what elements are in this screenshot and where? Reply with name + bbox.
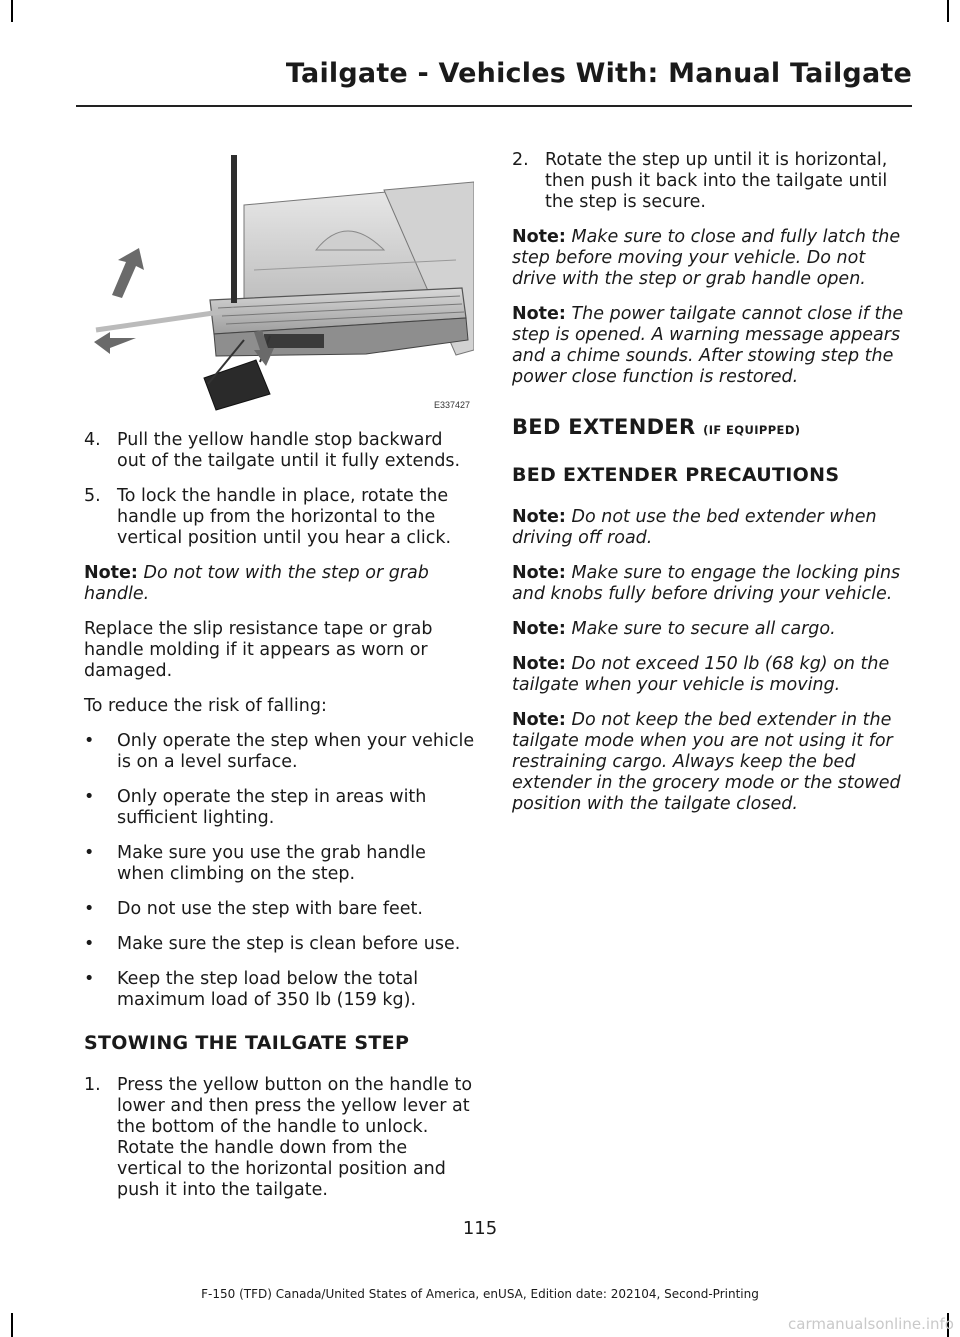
- note-label: Note:: [84, 563, 138, 583]
- step-item: [84, 430, 476, 472]
- bullet-icon: •: [84, 787, 95, 807]
- note-text: The power tailgate cannot close if the step is opened. A warning message appears and a chime sounds. After stowing step the power close function is restored.: [512, 304, 904, 387]
- section-heading: [512, 414, 910, 443]
- note-label: Note:: [512, 654, 566, 674]
- note-text: Do not use the bed extender when driving off road.: [512, 507, 877, 548]
- bullet-text: Make sure you use the grab handle when climbing on the step.: [117, 843, 426, 884]
- bullet-text: Only operate the step in areas with sufficient lighting.: [117, 787, 427, 828]
- tailgate-step-illustration: [84, 150, 474, 412]
- step-number: 5.: [84, 486, 101, 506]
- note-text: Make sure to close and fully latch the step before moving your vehicle. Do not drive with the step or grab handle open.: [512, 227, 901, 289]
- step-text: Pull the yellow handle stop backward out of the tailgate until it fully extends.: [117, 430, 461, 471]
- bullet-icon: •: [84, 731, 95, 751]
- note-label: Note:: [512, 619, 566, 639]
- note-label: Note:: [512, 563, 566, 583]
- note-text: Do not keep the bed extender in the tailgate mode when you are not using it for restraining cargo. Always keep the bed extender in the grocery mode or the stowed position with the tailgate closed.: [512, 710, 901, 814]
- note-text: Make sure to secure all cargo.: [571, 619, 836, 639]
- section-heading-qualifier: (IF EQUIPPED): [703, 423, 801, 437]
- crop-mark-top-left: [11, 0, 13, 22]
- bullet-text: Do not use the step with bare feet.: [117, 899, 423, 919]
- step-item: [84, 1075, 476, 1201]
- note-text: Do not tow with the step or grab handle.: [84, 563, 429, 604]
- bullet-icon: •: [84, 899, 95, 919]
- bullet-icon: •: [84, 969, 95, 989]
- note: [512, 654, 910, 696]
- step-item: [512, 150, 910, 213]
- bullet-item: [84, 843, 476, 885]
- bullet-item: [84, 899, 476, 920]
- crop-mark-top-right: [947, 0, 949, 22]
- crop-mark-bottom-left: [11, 1313, 13, 1337]
- note: [512, 710, 910, 815]
- note-label: Note:: [512, 710, 566, 730]
- bullet-item: [84, 787, 476, 829]
- section-heading-text: BED EXTENDER: [512, 415, 696, 439]
- note: [512, 619, 910, 640]
- figure-id: E337427: [433, 400, 470, 410]
- step-number: 1.: [84, 1075, 101, 1095]
- note-label: Note:: [512, 304, 566, 324]
- bullet-item: [84, 934, 476, 955]
- bullet-item: [84, 731, 476, 773]
- right-column: [512, 150, 910, 829]
- bullet-icon: •: [84, 843, 95, 863]
- step-item: [84, 486, 476, 549]
- bullet-icon: •: [84, 934, 95, 954]
- step-text: Press the yellow button on the handle to lower and then press the yellow lever at the bottom of the handle to unlock. Rotate the handle down from the vertical to the horizontal position and push it into the tailgate.: [117, 1075, 473, 1200]
- bullet-text: Only operate the step when your vehicle is on a level surface.: [117, 731, 475, 772]
- step-number: 2.: [512, 150, 529, 170]
- note: [512, 507, 910, 549]
- note: [512, 563, 910, 605]
- note-text: Do not exceed 150 lb (68 kg) on the tailgate when your vehicle is moving.: [512, 654, 890, 695]
- footer-edition-info: F-150 (TFD) Canada/United States of America, enUSA, Edition date: 202104, Second-Printing: [201, 1287, 759, 1301]
- left-column: [84, 150, 476, 1215]
- step-text: Rotate the step up until it is horizontal, then push it back into the tailgate until the step is secure.: [545, 150, 888, 212]
- note-label: Note:: [512, 507, 566, 527]
- page-number: 115: [462, 1218, 498, 1239]
- note: [512, 304, 910, 388]
- section-heading: STOWING THE TAILGATE STEP: [84, 1032, 410, 1054]
- watermark: carmanualsonline.info: [788, 1315, 954, 1333]
- page-title: Tailgate - Vehicles With: Manual Tailgate: [285, 58, 912, 89]
- subsection-heading: BED EXTENDER PRECAUTIONS: [512, 464, 840, 486]
- header-divider: [76, 105, 912, 107]
- note-text: Make sure to engage the locking pins and knobs fully before driving your vehicle.: [512, 563, 901, 604]
- note-label: Note:: [512, 227, 566, 247]
- bullet-text: Keep the step load below the total maximum load of 350 lb (159 kg).: [117, 969, 419, 1010]
- note: [512, 227, 910, 290]
- note: [84, 563, 476, 605]
- step-text: To lock the handle in place, rotate the handle up from the horizontal to the vertical position until you hear a click.: [117, 486, 452, 548]
- bullet-item: [84, 969, 476, 1011]
- paragraph: Replace the slip resistance tape or grab handle molding if it appears as worn or damaged.: [84, 619, 433, 681]
- step-number: 4.: [84, 430, 101, 450]
- bullet-text: Make sure the step is clean before use.: [117, 934, 461, 954]
- paragraph: To reduce the risk of falling:: [84, 696, 327, 716]
